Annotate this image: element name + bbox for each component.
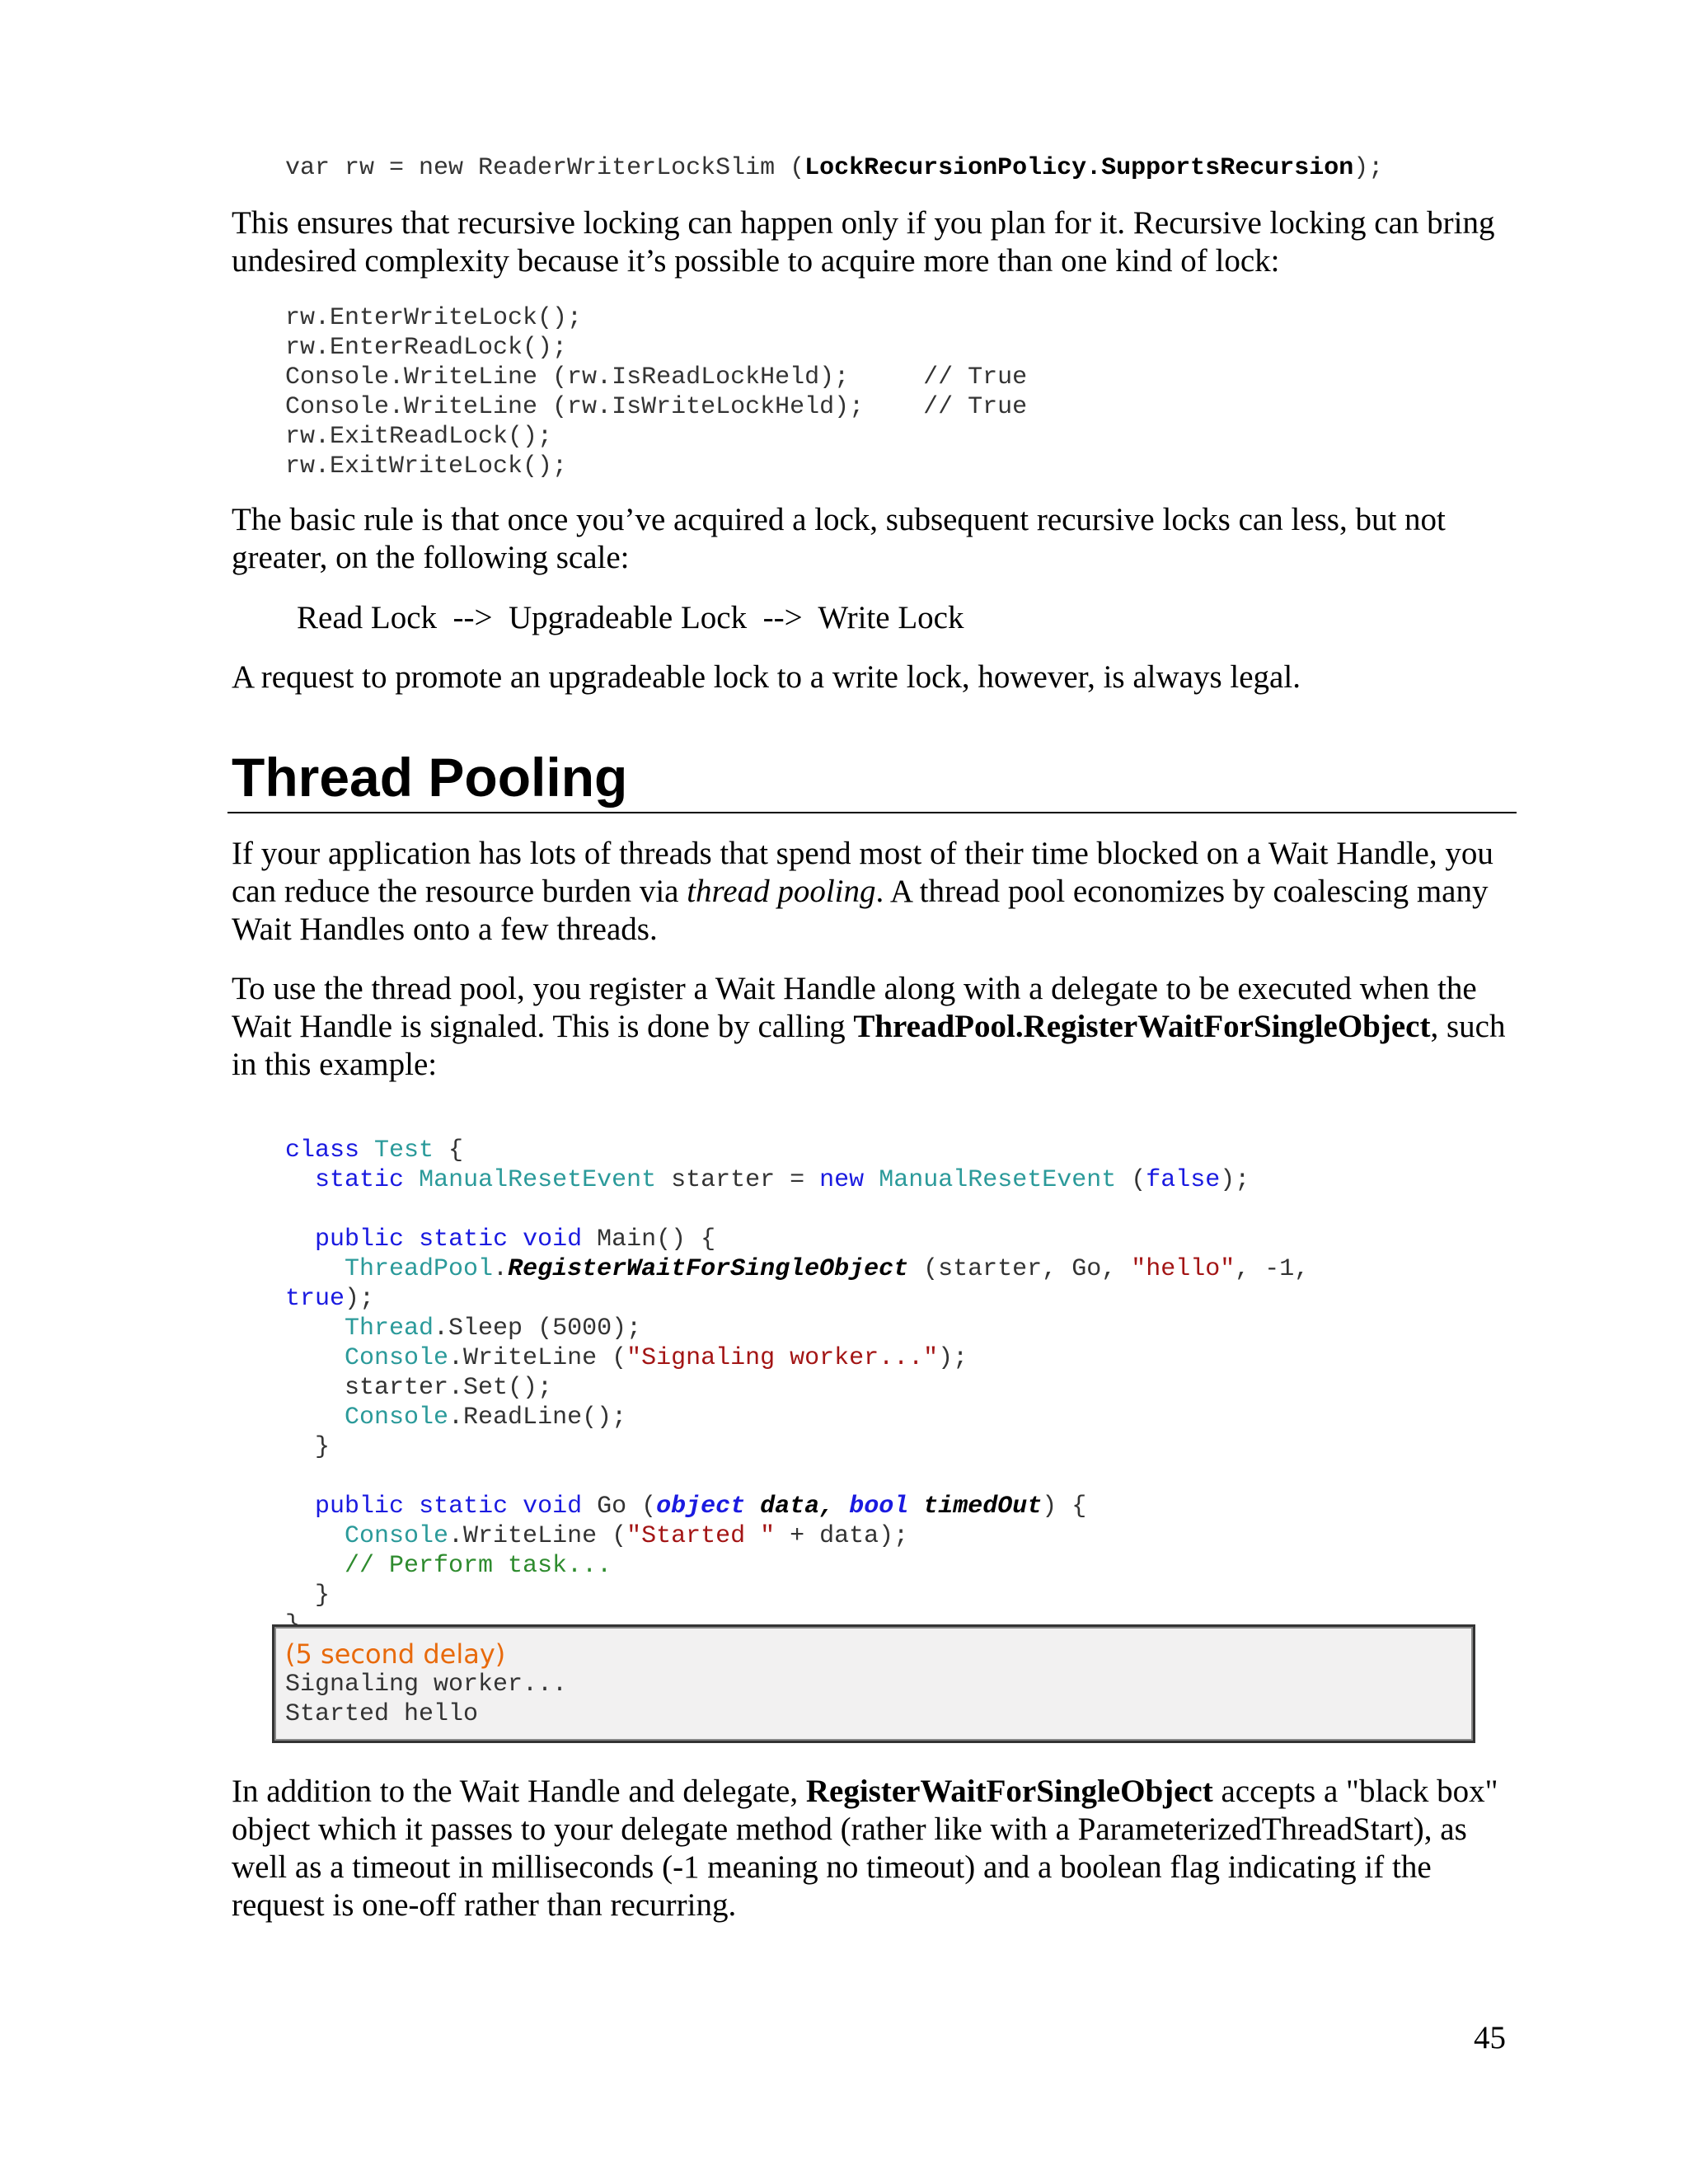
param-bold: timedOut (908, 1493, 1043, 1521)
code-blank-line (285, 1195, 1309, 1225)
kw: class (285, 1137, 360, 1165)
text: . A thread pool economizes by coalescing many Wait Handles onto a few threads. (232, 874, 1489, 947)
type: ManualResetEvent (879, 1166, 1117, 1194)
console-output-lines (285, 1670, 567, 1729)
code-line (285, 1136, 1309, 1165)
text: starter.Set(); (345, 1374, 553, 1402)
paragraph-basic-rule: The basic rule is that once you’ve acquired a lock, subsequent recursive locks can less, but not greater, on the following scale: (232, 502, 1446, 575)
text: , -1, (1235, 1255, 1310, 1283)
text: ); (345, 1285, 375, 1313)
type: ThreadPool (345, 1255, 494, 1283)
code-line (285, 1432, 1309, 1462)
code-line (285, 1492, 1309, 1521)
text: .WriteLine ( (448, 1522, 627, 1550)
text: ( (1116, 1166, 1146, 1194)
italic-thread-pooling: thread pooling (687, 874, 876, 909)
text: .ReadLine(); (448, 1404, 627, 1432)
kw: static (419, 1493, 509, 1521)
code-line: rw.EnterWriteLock(); (285, 304, 583, 332)
kw: false (1146, 1166, 1221, 1194)
output-line: Signaling worker... (285, 1671, 568, 1699)
section-heading: Thread Pooling (232, 747, 628, 808)
kw-bold: bool (849, 1493, 909, 1521)
code-block-thread-pool-example (285, 1106, 1309, 1640)
code-line (285, 1225, 1309, 1254)
code-block-recursive-locks (285, 303, 1027, 481)
paragraph-recursive-locking: This ensures that recursive locking can happen only if you plan for it. Recursive locking can bring undesired complexity because it’s possible to acquire more than one kind of lock: (232, 205, 1495, 279)
text: starter = (656, 1166, 820, 1194)
type: Console (345, 1344, 449, 1372)
text: Go ( (582, 1493, 657, 1521)
kw: public (315, 1226, 405, 1254)
text: ); (1220, 1166, 1250, 1194)
code-line (285, 1254, 1309, 1284)
code-recursion-policy (285, 153, 1383, 183)
code-bold-policy: LockRecursionPolicy.SupportsRecursion (804, 154, 1354, 182)
paragraph-thread-pooling-intro (232, 835, 1517, 949)
text: To use the thread pool, you register a Wait Handle along with a delegate to be executed when the Wait Handle is signaled. This is done by calling (232, 971, 1477, 1044)
code-text: ); (1353, 154, 1384, 182)
type: Test (374, 1137, 434, 1165)
text: .Sleep (5000); (434, 1315, 642, 1343)
code-line (285, 1343, 1309, 1373)
text: If your application has lots of threads that spend most of their time blocked on a Wait Handle, you can reduce the resource burden via (232, 836, 1493, 909)
kw: true (285, 1285, 345, 1313)
text: accepts a "black box" object which it passes to your delegate method (rather like with a ParameterizedThreadStart), as well as a timeout in milliseconds (-1 meaning no timeout) and a boolean flag indicating if the request is one-off rather than recurring. (232, 1774, 1498, 1923)
type: ManualResetEvent (419, 1166, 657, 1194)
output-delay-note: (5 second delay) (285, 1638, 506, 1670)
code-text: var rw = new ReaderWriterLockSlim ( (285, 154, 805, 182)
bold-register-method: ThreadPool.RegisterWaitForSingleObject (853, 1009, 1431, 1044)
type: Console (345, 1522, 449, 1550)
string: "hello" (1131, 1255, 1236, 1283)
text: (starter, Go, (908, 1255, 1132, 1283)
code-line (285, 1314, 1309, 1343)
text: ) { (1042, 1493, 1087, 1521)
text: ); (938, 1344, 968, 1372)
lock-scale: Read Lock --> Upgradeable Lock --> Write Lock (297, 600, 964, 635)
code-line: Console.WriteLine (rw.IsReadLockHeld); // True (285, 363, 1028, 391)
code-blank-line (285, 1462, 1309, 1492)
param-bold: data, (745, 1493, 850, 1521)
comment: // Perform task... (345, 1552, 612, 1580)
code-line: Console.WriteLine (rw.IsWriteLockHeld); // True (285, 393, 1028, 421)
kw: static (419, 1226, 509, 1254)
code-line (285, 1551, 1309, 1581)
kw: public (315, 1493, 405, 1521)
code-line: rw.EnterReadLock(); (285, 334, 568, 362)
paragraph-register-details (232, 1773, 1517, 1924)
text: . (493, 1255, 509, 1283)
code-line: rw.ExitWriteLock(); (285, 452, 568, 480)
bold-register-method: RegisterWaitForSingleObject (805, 1774, 1213, 1809)
paragraph-upgrade-legal: A request to promote an upgradeable lock to a write lock, however, is always legal. (232, 659, 1301, 695)
kw: static (315, 1166, 405, 1194)
code-line (285, 1403, 1309, 1432)
code-line (285, 1521, 1309, 1551)
kw: new (819, 1166, 865, 1194)
text: Main() { (582, 1226, 716, 1254)
text: { (434, 1137, 464, 1165)
code-line (285, 1165, 1309, 1195)
string: "Signaling worker..." (626, 1344, 939, 1372)
kw: void (523, 1226, 583, 1254)
paragraph-register-wait (232, 970, 1517, 1084)
type: Console (345, 1404, 449, 1432)
output-line: Started hello (285, 1700, 479, 1728)
heading-rule (227, 812, 1517, 813)
code-line: rw.ExitReadLock(); (285, 423, 553, 451)
text: In addition to the Wait Handle and delegate, (232, 1774, 806, 1809)
code-line (285, 1284, 1309, 1314)
text: + data); (775, 1522, 909, 1550)
method-bold: RegisterWaitForSingleObject (508, 1255, 909, 1283)
text: } (315, 1433, 331, 1461)
text: } (315, 1582, 331, 1610)
page-number: 45 (1474, 2020, 1506, 2055)
text: , such in this example: (232, 1009, 1506, 1082)
string: "Started " (626, 1522, 776, 1550)
code-line (285, 1373, 1309, 1403)
kw: void (523, 1493, 583, 1521)
type: Thread (345, 1315, 434, 1343)
code-line (285, 1581, 1309, 1610)
kw-bold: object (656, 1493, 746, 1521)
text: .WriteLine ( (448, 1344, 627, 1372)
